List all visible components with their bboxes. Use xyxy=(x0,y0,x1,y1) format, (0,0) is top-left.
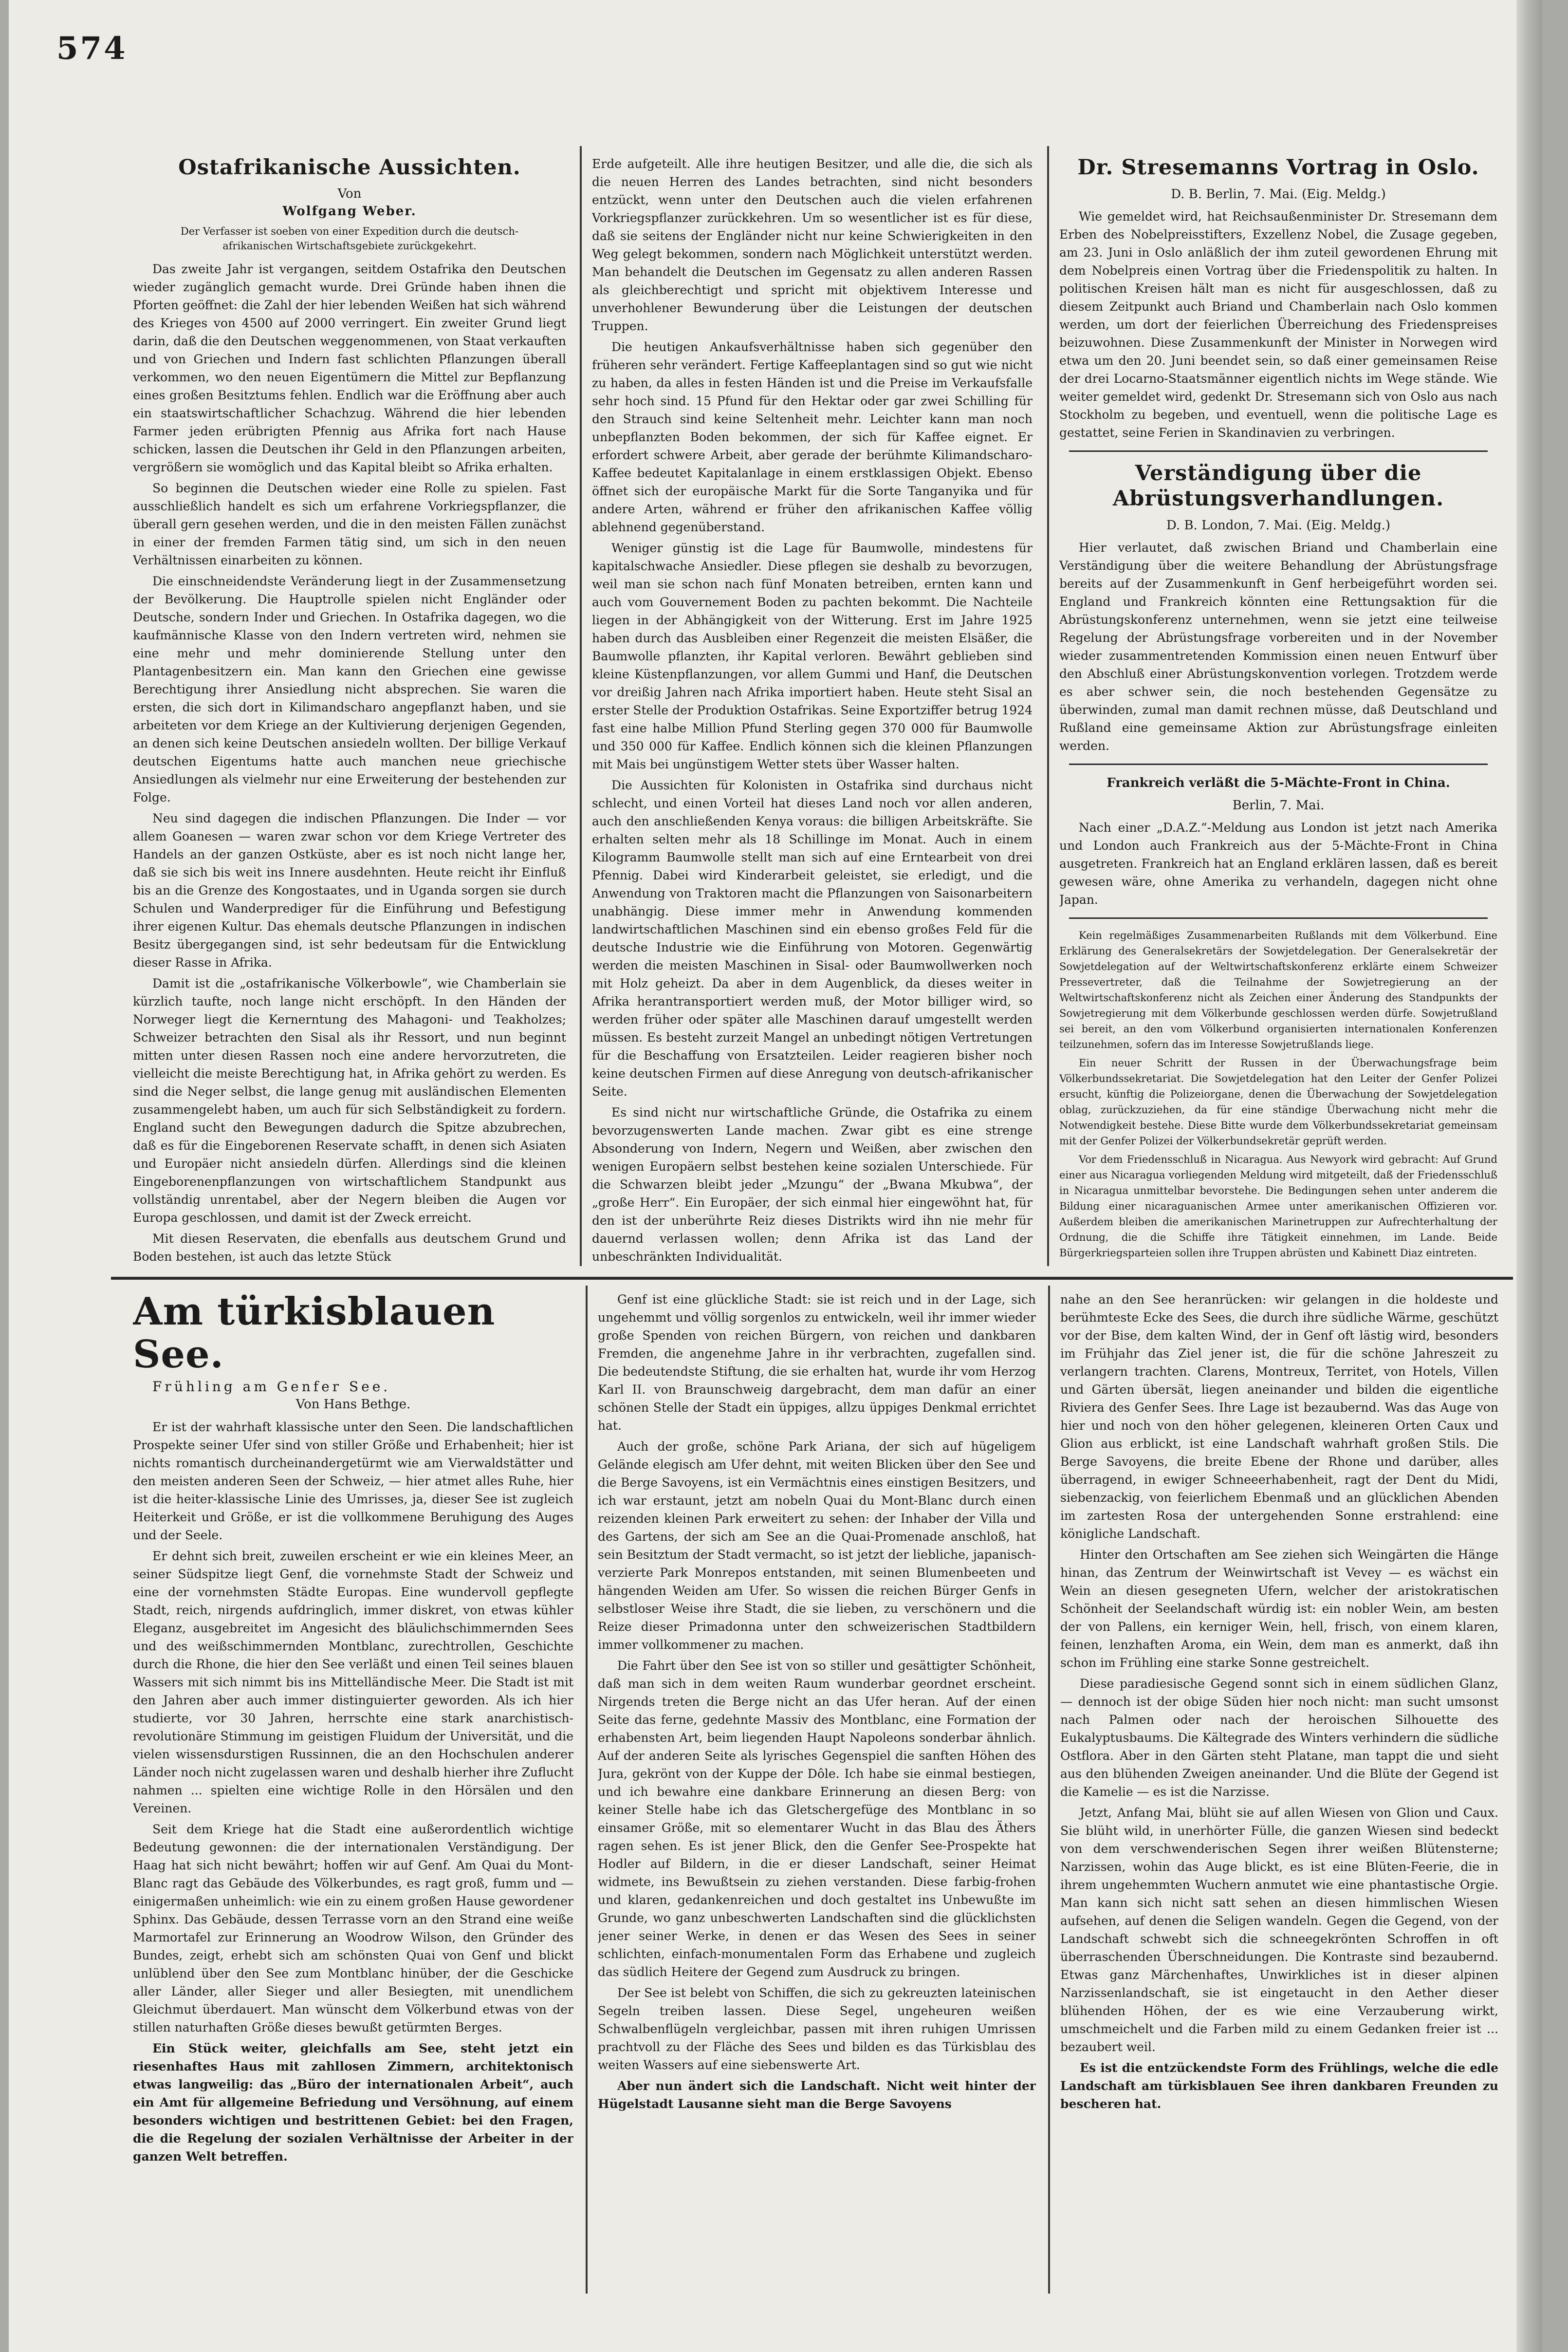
paragraph: Damit ist die „ostafrikanische Völkerbowle“, wie Chamberlain sie kürzlich taufte, noch lange nicht erschöpft. In den Händen der Norweger liegt die Kernerntung des Mahagoni- und Teakholzes; Schweizer betrachten den Sisal als ihr Ressort, und nun beginnt mitten unter diesen Rassen noch eine andere hervorzutreten, die vielleicht die meiste Berechtigung hat, in Afrika gehört zu werden. Es sind die Neger selbst, die lange genug mit ausländischen Elementen zusammengelebt haben, um auch für sich Selbständigkeit zu fordern. England sucht den Bewegungen dadurch die Spitze abzubrechen, daß es für die Eingeborenen Reservate schafft, in denen sich Asiaten und Europäer nicht ansiedeln dürfen. Allerdings sind die kleinen Eingeborenenpflanzungen von wirtschaftlichem Standpunkt aus vollständig unrentabel, aber der Negern bleiben die Augen vor Europa geschlossen, und damit ist der Zweck erreicht. xyxy=(133,976,566,1225)
paragraph: nahe an den See heranrücken: wir gelangen in die holdeste und berühmteste Ecke des Sees, die durch ihre südliche Wärme, geschützt vor der Bise, dem kalten Wind, der in Genf oft lästig wird, besonders im Frühjahr das Ziel jener ist, die für die schöne Jahreszeit zu verlangern trachten. Clarens, Montreux, Territet, von Hotels, Villen und Gärten übersät, liegen aneinander und bilden die eigentliche Riviera des Genfer Sees. Ihre Lage ist bezaubernd. Was das Auge von hier und noch von den höher gelegenen, kleineren Orten Caux und Glion aus erblickt, ist eine Landschaft wahrhaft großen Stils. Die Berge Savoyens, die breite Ebene der Rhone und darüber, alles überragend, in ewiger Schneeerhabenheit, ragt der Dent du Midi, siebenzackig, von feierlichem Ebenmaß und an glücklichen Abenden im zartesten Rosa der untergehenden Sonne erstrahlend: eine königliche Landschaft. xyxy=(1060,1292,1498,1541)
paragraph: Die Fahrt über den See ist von so stiller und gesättigter Schönheit, daß man sich in dem weiten Raum wunderbar geordnet erscheint. Nirgends treten die Berge nicht an das Ufer heran. Auf der einen Seite das ferne, gedehnte Massiv des Montblanc, eine Formation der erhabensten Art, beim liegenden Haupt Napoleons sonderbar ähnlich. Auf der anderen Seite als lyrisches Gegenspiel die sanften Höhen des Jura, gekrönt von der Kuppe der Dôle. Ich habe sie einmal bestiegen, und ich bewahre eine dankbare Erinnerung an diesen Berg: von keiner Stelle habe ich das Gletschergefüge des Montblanc in so einsamer Größe, mit so elementarer Wucht in das Blau des Äthers ragen sehen. Es ist jener Blick, den die Genfer See-Prospekte hat Hodler auf Bildern, in die er dieser Landschaft, seiner Heimat widmete, ins Bewußtsein zu ziehen verstanden. Diese farbig-frohen und klaren, gedankenreichen und doch gestaltet ins Unbewußte im Grunde, wo ganz unbeschwerten Landschaften sind die glücklichsten jener seiner Werke, in denen er das Wesen des Sees in seiner schlichten, einfach-monumentalen Form das Erhabene und zugleich das südlich Heitere der Gegend zum Ausdruck zu bringen. xyxy=(598,1659,1036,1979)
paragraph: So beginnen die Deutschen wieder eine Rolle zu spielen. Fast ausschließlich handelt es sich um erfahrene Vorkriegspflanzer, die überall gern gesehen werden, und die in den meisten Fällen zunächst in einer der fremden Farmen tätig sind, um sich in den neuen Verhältnissen einarbeiten zu können. xyxy=(133,481,566,567)
paragraph: Nach einer „D.A.Z.“-Meldung aus London ist jetzt nach Amerika und London auch Frankreich aus der 5-Mächte-Front in China ausgetreten. Frankreich hat an England erklären lassen, daß es bereit gewesen wäre, ohne Amerika zu verhandeln, dagegen nicht ohne Japan. xyxy=(1059,821,1497,907)
paragraph: Er ist der wahrhaft klassische unter den Seen. Die landschaftlichen Prospekte seiner Ufer sind von stiller Größe und Erhabenheit; hier ist nichts romantisch durcheinandergetürmt wie am Vierwaldstätter und den meisten anderen Seen der Schweiz, — hier atmet alles Ruhe, hier ist die heiter-klassische Linie des Umrisses, ja, dieser See ist zugleich Heiterkeit und Größe, er ist die vollkommene Beruhigung des Auges und der Seele. xyxy=(133,1420,573,1542)
article-separator xyxy=(1069,917,1488,919)
byline-author xyxy=(133,203,566,220)
paragraph: Die Aussichten für Kolonisten in Ostafrika sind durchaus nicht schlecht, und einen Vorteil hat dieses Land noch vor allen anderen, auch den anschließenden Kenya voraus: die billigen Arbeitskräfte. Sie erhalten selten mehr als 18 Schillinge im Monat. Auch in einem Kilogramm Baumwolle stellt man sich auf eine Erntearbeit von drei Pfennig. Dabei wird Kinderarbeit geleistet, sie erledigt, und die Anwendung von Traktoren macht die Pflanzungen von Saisonarbeitern unabhängig. Diese immer mehr in Anwendung kommenden landwirtschaftlichen Maschinen sind ein ebenso großes Feld für die deutsche Industrie wie die Einführung von Motoren. Gegenwärtig werden die meisten Maschinen in Sisal- oder Baumwollwerken noch mit Holz geheizt. Da aber in dem Augenblick, da dieses weiter in Afrika herantransportiert werden muß, der Motor billiger wird, so werden früher oder später alle Maschinen darauf umgestellt werden müssen. Es besteht zurzeit Mangel an unbedingt nötigen Vertretungen für die Beschaffung von Ersatzteilen. Leider reagieren bisher noch keine deutschen Firmen auf diese Anregung von deutsch-afrikanischer Seite. xyxy=(592,778,1033,1099)
column-rule xyxy=(1048,1286,1050,2294)
feuilleton-title: Am türkisblauen See. xyxy=(133,1290,496,1377)
editor-note: Der Verfasser ist soeben von einer Expedition durch die deutsch-afrikanischen Wirtschaftsgebiete zurückgekehrt. xyxy=(180,225,519,252)
newspaper-page xyxy=(9,0,1542,2352)
paragraph: Auch der große, schöne Park Ariana, der sich auf hügeligem Gelände elegisch am Ufer dehnt, mit weiten Blicken über den See und die Berge Savoyens, ist ein Vermächtnis eines einstigen Besitzers, und ich war erstaunt, jetzt am nobeln Quai du Mont-Blanc durch einen reizenden kleinen Park erweitert zu sehen: der Inhaber der Villa und des Gartens, der sich am See an die Quai-Promenade anschloß, hat sein Besitztum der Stadt vermacht, so ist jetzt der liebliche, japanisch-verzierte Park Monrepos entstanden, mit seinen Blumenbeeten und hängenden Weiden am Ufer. So wissen die reichen Bürger Genfs in selbstloser Weise ihre Stadt, die sie lieben, zu verschönern und die Reize dieser Primadonna unter den schweizerischen Stadtbildern immer vollkommener zu machen. xyxy=(598,1439,1036,1652)
dateline: D. B. Berlin, 7. Mai. (Eig. Meldg.) xyxy=(1171,187,1386,202)
paragraph: Neu sind dagegen die indischen Pflanzungen. Die Inder — vor allem Goanesen — waren zwar schon vor dem Kriege Vertreter des Handels an der ganzen Ostküste, aber es ist noch nicht lange her, daß sie sich bis weit ins Innere ausdehnten. Heute reicht ihr Einfluß bis an die Grenze des Kongostaates, und in Uganda sorgen sie durch Schulen und Wanderprediger für die Einführung und Befestigung ihrer eigenen Kultur. Das ehemals deutsche Pflanzungen in indischen Besitz übergegangen sind, ist sehr bedeutsam für die Entwicklung dieser Rasse in Afrika. xyxy=(133,811,566,970)
article-title: Dr. Stresemanns Vortrag in Oslo. xyxy=(1077,155,1479,180)
article-ostafrika-col1 xyxy=(133,155,566,1268)
article-separator xyxy=(1069,764,1488,765)
page-number: 574 xyxy=(56,30,128,67)
paragraph: Diese paradiesische Gegend sonnt sich in einem südlichen Glanz, — dennoch ist der obige Süden hier noch nicht: man sucht umsonst nach Palmen oder nach der heroischen Silhouette des Eukalyptusbaums. Die Kältegrade des Winters verhindern die südliche Ostflora. Aber in den Gärten steht Platane, man tappt die und sieht aus den blühenden Zweigen aneinander. Und die Blüte der Gegend ist die Kamelie — es ist die Narzisse. xyxy=(1060,1677,1498,1799)
section-rule xyxy=(111,1277,1513,1280)
article-ostafrika-col2 xyxy=(592,155,1033,1268)
paragraph: Wie gemeldet wird, hat Reichsaußenminister Dr. Stresemann dem Erben des Nobelpreisstifters, Exzellenz Nobel, die Zusage gegeben, am 23. Juni in Oslo anläßlich der ihm zuteil gewordenen Ehrung mit dem Nobelpreis einen Vortrag über die Friedenspolitik zu halten. In politischen Kreisen hält man es nicht für ausgeschlossen, daß zu diesem Zeitpunkt auch Briand und Chamberlain nach Oslo kommen werden, um dort der feierlichen Überreichung des Friedenspreises beizuwohnen. Diese Zusammenkunft der Minister in Norwegen wird etwa um den 20. Juni beendet sein, so daß einer gemeinsamen Reise der drei Locarno-Staatsmänner eigentlich nichts im Wege stände. Wie weiter gemeldet wird, gedenkt Dr. Stresemann sich von Oslo aus nach Stockholm zu begeben, und eventuell, wenn die politische Lage es gestattet, seine Ferien in Skandinavien zu verbringen. xyxy=(1059,209,1497,440)
article-separator xyxy=(1069,450,1488,452)
paragraph: Aber nun ändert sich die Landschaft. Nicht weit hinter der Hügelstadt Lausanne sieht man die Berge Savoyens xyxy=(598,2079,1036,2111)
article-title: Frankreich verläßt die 5-Mächte-Front in China. xyxy=(1107,776,1450,790)
paragraph: Hinter den Ortschaften am See ziehen sich Weingärten die Hänge hinan, das Zentrum der Weinwirtschaft ist Vevey — es wächst ein Wein an diesen gesegneten Ufern, welcher der aristokratischen Schönheit der Seelandschaft würdig ist: ein nobler Wein, am besten der von Pallens, ein kerniger Wein, hell, frisch, von einem klaren, feinen, lenzhaften Aroma, ein Wein, dem man es anmerkt, daß ihn schon im Frühling eine starke Sonne gestreichelt. xyxy=(1060,1548,1498,1670)
paragraph: Hier verlautet, daß zwischen Briand und Chamberlain eine Verständigung über die weitere Behandlung der Abrüstungsfrage bereits auf der Zusammenkunft in Genf herbeigeführt worden sei. England und Frankreich könnten eine Rettungsaktion für die Abrüstungskonferenz unternehmen, wenn sie jetzt eine teilweise Regelung der Abrüstungsfrage vorbereiten und in der November wieder zusammentretenden Kommission einen neuen Entwurf über den Abschluß einer Abrüstungskonvention vorlegen. Trotzdem werde es aber schwer sein, die noch bestehenden Gegensätze zu überwinden, zumal man damit rechnen müsse, daß Deutschland und Rußland eine gemeinsame Aktion zur Abrüstungsfrage einleiten werden. xyxy=(1059,541,1497,753)
paragraph: Es ist die entzückendste Form des Frühlings, welche die edle Landschaft am türkisblauen See ihren dankbaren Freunden zu bescheren hat. xyxy=(1060,2061,1498,2111)
scan-edge xyxy=(1516,0,1542,2352)
paragraph: Ein Stück weiter, gleichfalls am See, steht jetzt ein riesenhaftes Haus mit zahllosen Zimmern, architektonisch etwas langweilig: das „Büro der internationalen Arbeit“, auch ein Amt für allgemeine Befriedung und Versöhnung, auf einem besonders wichtigen und bestrittenen Gebiet: bei den Fragen, die die Regelung der sozialen Verhältnisse der Arbeiter in der ganzen Welt betreffen. xyxy=(133,2041,573,2164)
paragraph: Es sind nicht nur wirtschaftliche Gründe, die Ostafrika zu einem bevorzugenswerten Lande machen. Zwar gibt es eine strenge Absonderung von Indern, Negern und Weißen, aber zwischen den wenigen Europäern selbst bestehen keine sozialen Unterschiede. Für die Schwarzen bleibt jeder „Mzungu“ der „Bwana Mkubwa“, der „große Herr“. Ein Europäer, der sich einmal hier eingewöhnt hat, für den ist der unberührte Reiz dieses Distrikts wird ihn nie mehr für dauernd verlassen wollen; denn Afrika ist das Land der unbeschränkten Individualität. xyxy=(592,1105,1033,1264)
paragraph: Kein regelmäßiges Zusammenarbeiten Rußlands mit dem Völkerbund. Eine Erklärung des Generalsekretärs der Sowjetdelegation. Der Generalsekretär der Sowjetdelegation auf der Weltwirtschaftskonferenz erklärte einem Schweizer Pressevertreter, daß die Teilnahme der Sowjetregierung an der Weltwirtschaftskonferenz nicht als Zeichen einer Änderung des Standpunkts der Sowjetregierung mit dem Völkerbunde geschlossen werden dürfe. Sowjetrußland sei bereit, an den vom Völkerbund organisierten internationalen Konferenzen teilzunehmen, sofern das im Interesse Sowjetrußlands liege. xyxy=(1059,930,1497,1050)
paragraph: Seit dem Kriege hat die Stadt eine außerordentlich wichtige Bedeutung gewonnen: die der internationalen Verständigung. Der Haag hat sich nicht bewährt; hoffen wir auf Genf. Am Quai du Mont-Blanc ragt das Gebäude des Völkerbundes, es ragt groß, fumm und — einigermaßen unheimlich: wie ein zu einem großen Hause gewordener Sphinx. Das Gebäude, dessen Terrasse vorn an den Strand eine weiße Marmortafel zur Erinnerung an Woodrow Wilson, den Gründer des Bundes, zeigt, erhebt sich am schönsten Quai von Genf und blickt unlüblend über den See zum Montblanc hinüber, der die Geschicke aller Länder, aller Sieger und aller Besiegten, mit unendlichem Gleichmut überdauert. Man wünscht dem Völkerbund etwas von der stillen naturhaften Größe dieses bewußt getürmten Berges. xyxy=(133,1822,573,2035)
paragraph: Weniger günstig ist die Lage für Baumwolle, mindestens für kapitalschwache Ansiedler. Diese pflegen sie deshalb zu bevorzugen, weil man sie schon nach fünf Monaten betreiben, ernten kann und auch vom Gouvernement Boden zu pachten bekommt. Die Nachteile liegen in der Abhängigkeit von der Witterung. Erst im Jahre 1925 haben durch das Ausbleiben einer Regenzeit die meisten Elsäßer, die Baumwolle pflanzten, ihr Kapital verloren. Bewährt geblieben sind kleine Küstenpflanzungen, vor allem Gummi und Hanf, die Deutschen vor dreißig Jahren nach Afrika importiert haben. Heute steht Sisal an erster Stelle der Produktion Ostafrikas. Seine Exportziffer betrug 1924 fast eine halbe Million Pfund Sterling gegen 370 000 für Baumwolle und 350 000 für Kaffee. Endlich können sich die kleinen Pflanzungen mit Mais bei ungünstigem Wetter stets über Wasser halten. xyxy=(592,541,1033,771)
feuilleton-col2 xyxy=(598,1290,1036,2294)
paragraph: Er dehnt sich breit, zuweilen erscheint er wie ein kleines Meer, an seiner Südspitze liegt Genf, die vornehmste Stadt der Schweiz und eine der vornehmsten Städte Europas. Eine wundervoll gepflegte Stadt, reich, nirgends aufdringlich, immer diskret, von etwas kühler Eleganz, ausgebreitet im Angesicht des bläulichschimmernden Sees und des weißschimmernden Montblanc, zurechtrollen, Geschichte durch die Rhone, die hier den See verläßt und einen Teil seines blauen Wassers mit sich nimmt bis ins Mittelländische Meer. Die Stadt ist mit den Jahren aber auch immer distinguierter geworden. Als ich hier studierte, vor 30 Jahren, herrschte eine stark anarchistisch-revolutionäre Stimmung im geistigen Fluidum der Universität, und die vielen wissensdurstigen Russinnen, die an den Hochschulen anderer Länder noch nicht zugelassen waren und deshalb hierher ihre Zuflucht nahmen ... spielten eine wichtige Rolle in den Hörsälen und den Vereinen. xyxy=(133,1549,573,1815)
author-name: Wolfgang Weber. xyxy=(282,204,417,219)
paragraph: Das zweite Jahr ist vergangen, seitdem Ostafrika den Deutschen wieder zugänglich gemacht wurde. Drei Gründe haben ihnen die Pforten geöffnet: die Zahl der hier lebenden Weißen hat sich während des Krieges von 4500 auf 2000 verringert. Ein zweiter Grund liegt darin, daß die den Deutschen weggenommenen, von Staat verkauften und von Griechen und Indern fast schlichten Pflanzungen überall verkommen, wo den neuen Eigentümern die Mittel zur Bepflanzung eines großen Besitztums fehlen. Endlich war die Eröffnung aber auch ein staatswirtschaftlicher Schachzug. Während die hier lebenden Farmer jeden erübrigten Pfennig aus Afrika fort nach Hause schicken, lassen die Deutschen ihr Geld in den Pflanzungen arbeiten, vergrößern sie womöglich und das Kapital bleibt so Afrika erhalten. xyxy=(133,262,566,474)
column-rule xyxy=(1047,146,1049,1266)
paragraph: Der See ist belebt von Schiffen, die sich zu gekreuzten lateinischen Segeln treiben lassen. Diese Segel, ungeheuren weißen Schwalbenflügeln vergleichbar, passen mit ihren ruhigen Umrissen prachtvoll zu der Fläche des Sees und bilden es das Türkisblau des weiten Wassers auf eine siebenswerte Art. xyxy=(598,1986,1036,2072)
paragraph: Jetzt, Anfang Mai, blüht sie auf allen Wiesen von Glion und Caux. Sie blüht wild, in unerhörter Fülle, die ganzen Wiesen sind bedeckt von dem verschwenderischen Segen ihrer weißen Blütensterne; Narzissen, wohin das Auge blickt, es ist eine Blüten-Feerie, die in ihrem ungehemmten Wuchern anmutet wie eine phantastische Orgie. Man kann sich nicht satt sehen an diesen himmlischen Wiesen aufsehen, auf denen die Seligen wandeln. Gegen die Gegend, von der Landschaft schwebt sich die schneegekrönten Schroffen in oft überraschenden Überschneidungen. Die Kontraste sind bezaubernd. Etwas ganz Märchenhaftes, Unwirkliches ist in dieser alpinen Narzissenlandschaft, sie ist eingetaucht in den Aether dieser blühenden Höhen, der es wie eine Verzauberung wirkt, umschmeichelt und die Farben mild zu einem Gedanken freier ist ... bezaubert weil. xyxy=(1060,1806,1498,2054)
feuilleton-subtitle: Frühling am Genfer See. xyxy=(152,1379,391,1395)
feuilleton-author: Von Hans Bethge. xyxy=(295,1397,411,1412)
byline-label: Von xyxy=(337,187,362,201)
paragraph: Vor dem Friedensschluß in Nicaragua. Aus Newyork wird gebracht: Auf Grund einer aus Nicaragua vorliegenden Meldung wird mitgeteilt, daß der Friedensschluß in Nicaragua unmittelbar bevorstehe. Die Bedingungen sehen unter anderem die Bildung einer nicaraguanischen Armee unter amerikanischen Offizieren vor. Außerdem bleiben die amerikanischen Marinetruppen zur Aufrechterhaltung der Ordnung, die die Schiffe ihre Tätigkeit einnehmen, im Lande. Beide Bürgerkriegsparteien sollen ihre Truppen abrüsten und Kabinett Diaz eintreten. xyxy=(1059,1154,1497,1259)
paragraph: Genf ist eine glückliche Stadt: sie ist reich und in der Lage, sich ungehemmt und völlig sorgenlos zu entwickeln, weil ihr immer wieder große Spenden von reichen Bürgern, von reichen und dankbaren Fremden, die angenehme Jahre in ihr verbrachten, zugefallen sind. Die bedeutendste Stiftung, die sie erhalten hat, wurde ihr vom Herzog Karl II. von Braunschweig dargebracht, dem man dafür an einer schönen Stelle der Stadt ein üppiges, allzu üppiges Denkmal errichtet hat. xyxy=(598,1292,1036,1433)
paragraph: Ein neuer Schritt der Russen in der Überwachungsfrage beim Völkerbundssekretariat. Die Sowjetdelegation hat den Leiter der Genfer Polizei ersucht, künftig die Polizeiorgane, denen die Überwachung der Sowjetdelegation oblag, zurückzuziehen, da für eine ständige Überwachung nicht mehr die Notwendigkeit bestehe. Diese Bitte wurde dem Völkerbundssekretariat gemeinsam mit der Genfer Polizei der Völkerbundsekretär geprüft werden. xyxy=(1059,1057,1497,1147)
paragraph: Erde aufgeteilt. Alle ihre heutigen Besitzer, und alle die, die sich als die neuen Herren des Landes betrachten, sind nicht besonders entzückt, wenn unter den Deutschen auch die vielen erfahrenen Vorkriegspflanzer zurückkehren. Um so wesentlicher ist es für diese, daß sie seitens der Engländer nicht nur keine Schwierigkeiten in den Weg gelegt bekommen, sondern nach Möglichkeit unterstützt werden. Man behandelt die Deutschen im Gegensatz zu allen anderen Rassen als gleichberechtigt und spricht mit objektivem Interesse und unverhohlener Bewunderung über die Leistungen der deutschen Truppen. xyxy=(592,157,1033,333)
news-column xyxy=(1059,155,1497,1268)
column-rule xyxy=(586,1286,588,2294)
feuilleton-col3 xyxy=(1060,1290,1498,2294)
paragraph: Mit diesen Reservaten, die ebenfalls aus deutschem Grund und Boden bestehen, ist auch das letzte Stück xyxy=(133,1232,566,1264)
dateline: D. B. London, 7. Mai. (Eig. Meldg.) xyxy=(1166,518,1390,533)
dateline: Berlin, 7. Mai. xyxy=(1232,798,1325,813)
article-title: Ostafrikanische Aussichten. xyxy=(178,155,521,180)
paragraph: Die heutigen Ankaufsverhältnisse haben sich gegenüber den früheren sehr verändert. Fertige Kaffeeplantagen sind so gut wie nicht zu haben, da alles in festen Händen ist und die Preise im Verkaufsfalle sehr hoch sind. 15 Pfund für den Hektar oder gar zwei Schilling für den Strauch sind keine Seltenheit mehr. Leichter kann man noch unbepflanzten Boden bekommen, der sich für Kaffee eignet. Er erfordert schwere Arbeit, aber gerade der berühmte Kilimandscharo-Kaffee bedeutet Kapitalanlage in einem erstklassigen Objekt. Ebenso öffnet sich der europäische Markt für die Sorte Tanganyika und für andere Arten, während er früher den afrikanischen Kaffee völlig ablehnend gegenüberstand. xyxy=(592,340,1033,534)
feuilleton-col1 xyxy=(133,1290,573,2294)
paragraph: Die einschneidendste Veränderung liegt in der Zusammensetzung der Bevölkerung. Die Hauptrolle spielen nicht Engländer oder Deutsche, sondern Inder und Griechen. In Ostafrika dagegen, wo die kaufmännische Klasse von den Indern vertreten wird, nehmen sie eine mehr und mehr dominierende Stellung unter den Plantagenbesitzern ein. Man kann den Griechen eine gewisse Berechtigung ihrer Ansiedlung nicht absprechen. Sie waren die ersten, die sich dort in Kilimandscharo angepflanzt haben, und sie arbeiteten vor dem Kriege an der Kultivierung derjenigen Gegenden, an denen sich keine Deutschen ansiedeln wollten. Der billige Verkauf deutschen Eigentums hatte auch manchen neue griechische Ansiedlungen als vielmehr nur eine Erweiterung der bestehenden zur Folge. xyxy=(133,574,566,804)
column-rule xyxy=(580,146,582,1266)
article-title: Verständigung über die Abrüstungsverhandlungen. xyxy=(1112,461,1444,511)
